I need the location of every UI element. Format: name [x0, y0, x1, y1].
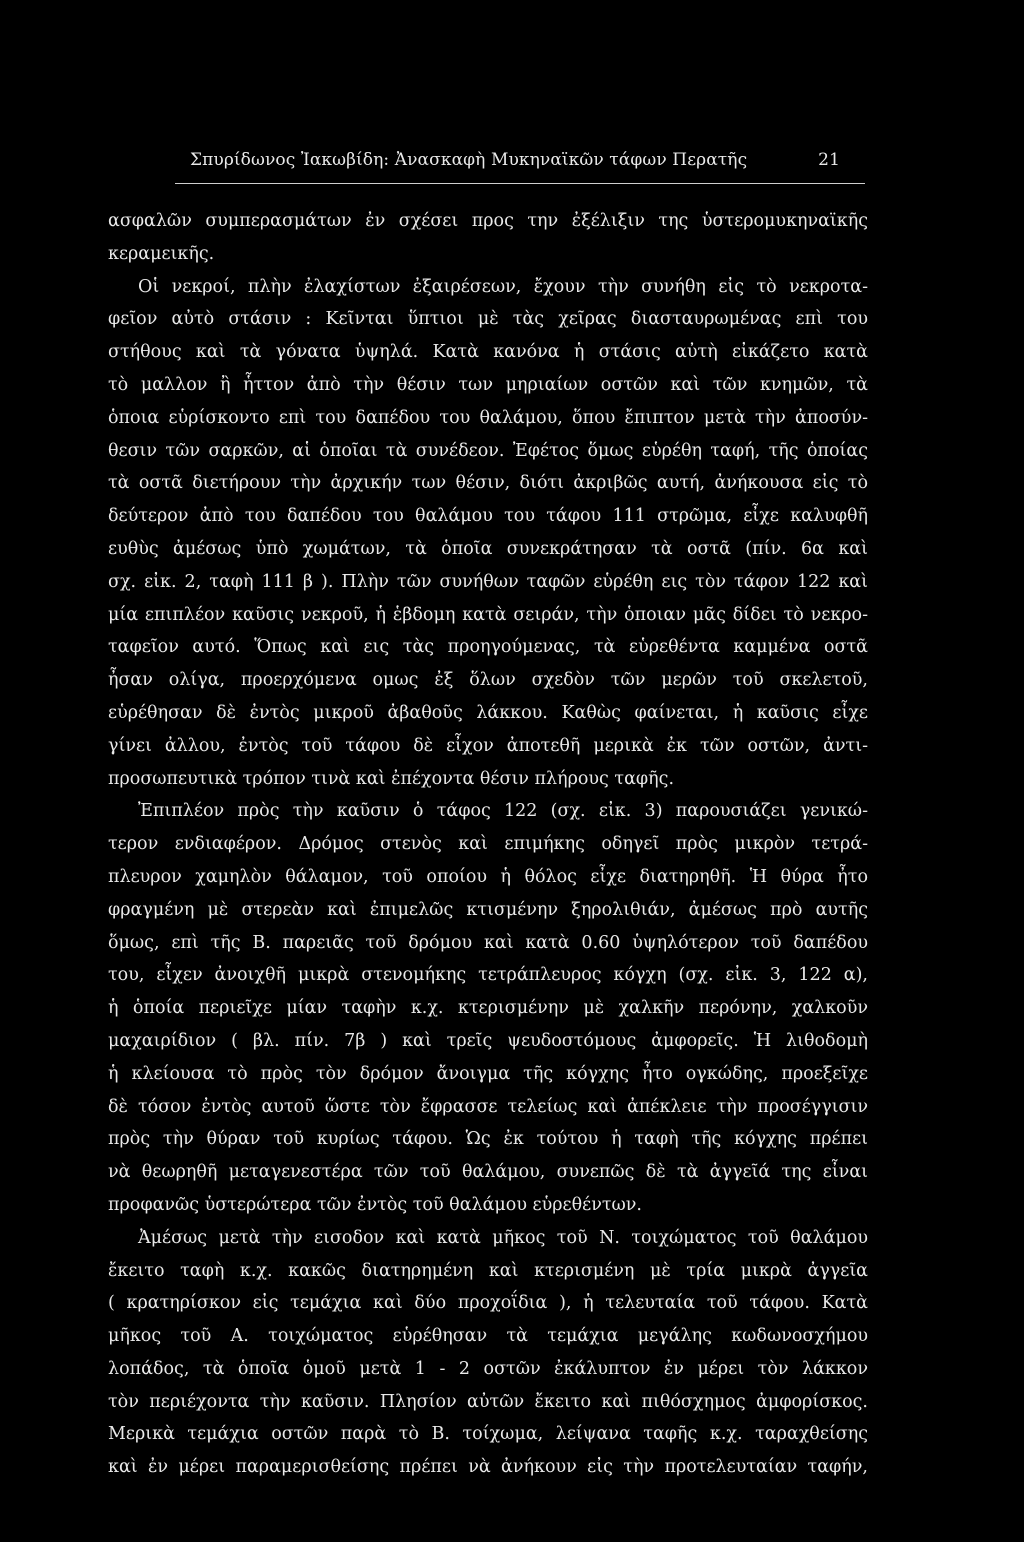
text-line: τερον ενδιαφέρον. Δρόμος στενὸς καὶ επιμήκης οδηγεῖ πρὸς μικρὸν τετρά- — [108, 834, 868, 855]
text-line: Μερικὰ τεμάχια οστῶν παρὰ τὸ Β. τοίχωμα, λείψανα ταφῆς κ.χ. ταραχθείσης — [108, 1424, 868, 1445]
text-line: τὸ μαλλον ἢ ἧττον ἀπὸ τὴν θέσιν των μηριαίων οστῶν καὶ τῶν κνημῶν, τὰ — [108, 374, 868, 395]
text-line: νὰ θεωρηθῆ μεταγενεστέρα τῶν τοῦ θαλάμου, συνεπῶς δὲ τὰ ἀγγεῖά της εἶναι — [108, 1162, 868, 1183]
text-line: Ἐπιπλέον πρὸς τὴν καῦσιν ὁ τάφος 122 (σχ. εἰκ. 3) παρουσιάζει γενικώ- — [138, 801, 868, 822]
text-line: μία επιπλέον καῦσις νεκροῦ, ἡ ἑβδομη κατὰ σειράν, τὴν ὁποιαν μᾶς δίδει τὸ νεκρο- — [108, 604, 868, 625]
text-line: κεραμεικῆς. — [108, 243, 215, 264]
text-line: πλευρον χαμηλὸν θάλαμον, τοῦ οποίου ἡ θόλος εἶχε διατηρηθῆ. Ἡ θύρα ἦτο — [108, 866, 868, 887]
text-line: ἦσαν ολίγα, προερχόμενα ομως ἐξ ὅλων σχεδὸν τῶν μερῶν τοῦ σκελετοῦ, — [108, 670, 868, 691]
text-line: μῆκος τοῦ Α. τοιχώματος εὑρέθησαν τὰ τεμάχια μεγάλης κωδωνοσχήμου — [108, 1326, 868, 1347]
text-line: ὁποια εὑρίσκοντο επὶ του δαπέδου του θαλάμου, ὅπου ἔπιπτον μετὰ τὴν ἀποσύν- — [108, 407, 868, 428]
page-number: 21 — [818, 150, 840, 170]
text-line: πρὸς τὴν θύραν τοῦ κυρίως τάφου. Ὡς ἐκ τούτου ἡ ταφὴ τῆς κόγχης πρέπει — [108, 1129, 868, 1150]
text-line: στήθους καὶ τὰ γόνατα ὑψηλά. Κατὰ κανόνα ἡ στάσις αὐτὴ εἰκάζετο κατὰ — [108, 342, 868, 363]
text-line: ταφεῖον αυτό. Ὅπως καὶ εις τὰς προηγούμενας, τὰ εὑρεθέντα καμμένα οστᾶ — [108, 637, 868, 658]
text-line: λοπάδος, τὰ ὁποῖα ὁμοῦ μετὰ 1 - 2 οστῶν ἐκάλυπτον ἐν μέρει τὸν λάκκον — [108, 1358, 868, 1379]
text-line: σχ. εἰκ. 2, ταφὴ 111 β ). Πλὴν τῶν συνήθων ταφῶν εὑρέθη εις τὸν τάφον 122 καὶ — [108, 571, 868, 592]
text-line: θεσιν τῶν σαρκῶν, αἱ ὁποῖαι τὰ συνέδεον. Ἐφέτος ὅμως εὑρέθη ταφή, τῆς ὁποίας — [108, 440, 868, 461]
text-line: τὰ οστᾶ διετήρουν τὴν ἀρχικήν των θέσιν, διότι ἀκριβῶς αυτή, ἀνήκουσα εἰς τὸ — [108, 473, 868, 494]
text-line: ἡ ὁποία περιεῖχε μίαν ταφὴν κ.χ. κτερισμένην μὲ χαλκῆν περόνην, χαλκοῦν — [108, 998, 868, 1019]
text-line: φεῖον αὐτὸ στάσιν : Κεῖνται ὕπτιοι μὲ τὰς χεῖρας διασταυρωμένας επὶ του — [108, 309, 868, 330]
body-text — [108, 205, 868, 1484]
text-line: Οἱ νεκροί, πλὴν ἐλαχίστων ἐξαιρέσεων, ἔχουν τὴν συνήθη εἰς τὸ νεκροτα- — [138, 276, 868, 297]
text-line: ευθὺς ἀμέσως ὑπὸ χωμάτων, τὰ ὁποῖα συνεκράτησαν τὰ οστᾶ (πίν. 6α καὶ — [108, 538, 868, 559]
text-line: ἡ κλείουσα τὸ πρὸς τὸν δρόμον ἄνοιγμα τῆς κόγχης ἦτο ογκώδης, προεξεῖχε — [108, 1063, 868, 1084]
text-line: τὸν περιέχοντα τὴν καῦσιν. Πλησίον αὐτῶν ἔκειτο καὶ πιθόσχημος ἀμφορίσκος. — [108, 1391, 868, 1412]
text-line: ὅμως, επὶ τῆς Β. παρειᾶς τοῦ δρόμου καὶ κατὰ 0.60 ὑψηλότερον τοῦ δαπέδου — [108, 932, 868, 953]
text-line: Ἀμέσως μετὰ τὴν εισοδον καὶ κατὰ μῆκος τοῦ Ν. τοιχώματος τοῦ θαλάμου — [138, 1227, 868, 1248]
text-line: εὑρέθησαν δὲ ἐντὸς μικροῦ ἀβαθοῦς λάκκου. Καθὼς φαίνεται, ἡ καῦσις εἶχε — [108, 702, 868, 723]
text-line: δεύτερον ἀπὸ του δαπέδου του θαλάμου του τάφου 111 στρῶμα, εἶχε καλυφθῆ — [108, 506, 868, 527]
text-line: ἔκειτο ταφὴ κ.χ. κακῶς διατηρημένη καὶ κτερισμένη μὲ τρία μικρὰ ἀγγεῖα — [108, 1260, 868, 1281]
text-line: του, εἶχεν ἀνοιχθῆ μικρὰ στενομήκης τετράπλευρος κόγχη (σχ. εἰκ. 3, 122 α), — [108, 965, 868, 986]
text-line: μαχαιρίδιον ( βλ. πίν. 7β ) καὶ τρεῖς ψευδοστόμους ἀμφορεῖς. Ἡ λιθοδομὴ — [108, 1030, 868, 1051]
text-line: δὲ τόσον ἐντὸς αυτοῦ ὥστε τὸν ἔφρασσε τελείως καὶ ἀπέκλειε τὴν προσέγγισιν — [108, 1096, 868, 1117]
text-line: προσωπευτικὰ τρόπον τινὰ καὶ ἐπέχοντα θέσιν πλήρους ταφῆς. — [108, 768, 675, 789]
text-line: ( κρατηρίσκον εἰς τεμάχια καὶ δύο προχοΐδια ), ἡ τελευταία τοῦ τάφου. Κατὰ — [108, 1293, 868, 1314]
text-line: καὶ ἐν μέρει παραμερισθείσης πρέπει νὰ ἀνήκουν εἰς τὴν προτελευταίαν ταφήν, — [108, 1457, 868, 1478]
text-line: φραγμένη μὲ στερεὰν καὶ ἐπιμελῶς κτισμένην ξηρολιθιάν, ἀμέσως πρὸ αυτῆς — [108, 899, 868, 920]
header-title: Σπυρίδωνος Ἰακωβίδη: Ἀνασκαφὴ Μυκηναϊκῶν τάφων Περατῆς — [190, 150, 748, 170]
text-line: προφανῶς ὑστερώτερα τῶν ἐντὸς τοῦ θαλάμου εὑρεθέντων. — [108, 1194, 642, 1215]
text-line: ασφαλῶν συμπερασμάτων ἐν σχέσει προς την ἐξέλιξιν της ὑστερομυκηναϊκῆς — [108, 211, 868, 231]
running-header — [190, 150, 840, 180]
header-rule — [175, 183, 865, 184]
text-line: γίνει ἀλλου, ἐντὸς τοῦ τάφου δὲ εἶχον ἀποτεθῆ μερικὰ ἐκ τῶν οστῶν, ἀντι- — [108, 735, 868, 756]
